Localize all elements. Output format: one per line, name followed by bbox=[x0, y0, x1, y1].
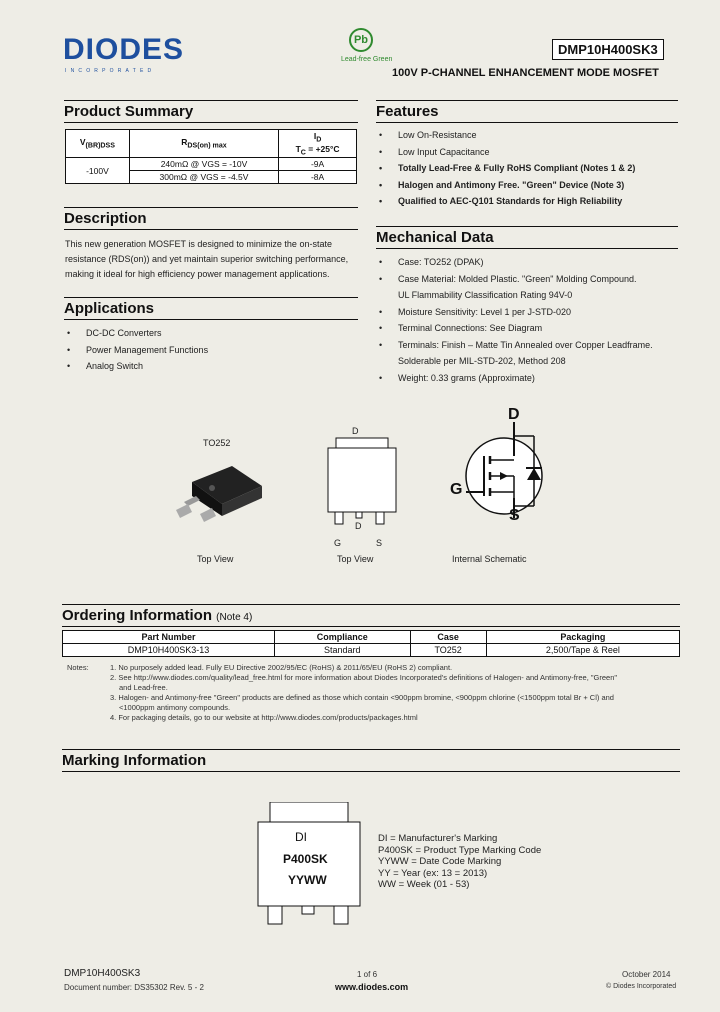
top-view-label: Top View bbox=[337, 554, 374, 564]
pin-s-label: S bbox=[376, 538, 383, 548]
list-item: • Qualified to AEC-Q101 Standards for High Reliability bbox=[376, 193, 635, 210]
id-value: -9A bbox=[279, 158, 357, 171]
product-summary-table bbox=[65, 129, 357, 184]
col-id: $I_D$ $T_C = +25^\circ C$ bbox=[279, 130, 357, 158]
list-item-cont: UL Flammability Classification Rating 94V-0 bbox=[398, 290, 573, 300]
leadfree-label: Lead-free Green bbox=[341, 56, 393, 63]
applications-heading: Applications bbox=[64, 297, 358, 320]
chip-code: P400SK bbox=[283, 852, 328, 866]
description-heading: Description bbox=[64, 207, 358, 230]
center-d-label: D bbox=[355, 521, 362, 531]
features-list bbox=[376, 127, 635, 210]
schematic-s-label: S bbox=[509, 507, 520, 524]
package-3d-icon bbox=[170, 452, 270, 532]
notes-label: Notes: bbox=[67, 663, 89, 672]
marking-legend: DI = Manufacturer's Marking P400SK = Product Type Marking Code YYWW = Date Code Marking YY = Year (ex: 13 = 2013) WW = Week (01 - 53) bbox=[378, 833, 542, 890]
schematic-d-label: D bbox=[508, 406, 520, 423]
features-heading: Features bbox=[376, 100, 678, 123]
applications-list bbox=[64, 325, 208, 375]
footer-url[interactable]: www.diodes.com bbox=[335, 982, 409, 992]
package-label: TO252 bbox=[203, 438, 231, 448]
list-item: • Terminal Connections: See Diagram bbox=[376, 320, 653, 337]
list-item: • Weight: 0.33 grams (Approximate) bbox=[376, 370, 653, 387]
col-rds: $R_{DS(on) max}$ bbox=[129, 130, 278, 158]
chip-date: YYWW bbox=[288, 873, 327, 887]
product-summary-heading: Product Summary bbox=[64, 100, 358, 123]
mechanical-list bbox=[376, 254, 653, 386]
list-item: • Case: TO252 (DPAK) bbox=[376, 254, 653, 271]
vbr-value: -100V bbox=[66, 158, 130, 184]
top-view-label: Top View bbox=[197, 554, 234, 564]
col-case: Case bbox=[410, 631, 486, 644]
mechanical-heading: Mechanical Data bbox=[376, 226, 678, 249]
footer-doc: Document number: DS35302 Rev. 5 - 2 bbox=[64, 983, 204, 992]
leadfree-icon: Pb bbox=[349, 28, 373, 52]
device-subtitle: 100V P-CHANNEL ENHANCEMENT MODE MOSFET bbox=[392, 67, 659, 79]
schematic-caption: Internal Schematic bbox=[452, 554, 527, 564]
rds-value: 300mΩ @ VGS = -4.5V bbox=[129, 171, 278, 184]
chip-logo: DI bbox=[295, 830, 307, 844]
footer-part: DMP10H400SK3 bbox=[64, 968, 141, 979]
footer-page: 1 of 6 bbox=[357, 970, 378, 979]
ordering-heading: Ordering Information (Note 4) bbox=[62, 604, 680, 627]
notes-list: 1. No purposely added lead. Fully EU Directive 2002/95/EC (RoHS) & 2011/65/EU (RoHS 2) compliant. 2. See http://www.diodes.com/quality/lead_free.html for more information about Diodes Incorporated's definitions of Halogen- and Antimony-free, "Green" and Lead-free. 3. Halogen- and Antimony-free "Green" products are defined as those which contain <900ppm bromine, <900ppm chlorine (<1500ppm total Br + Cl) and <1000ppm antimony compounds. 4. For packaging details, go to our website at http://www.diodes.com/products/packages.html bbox=[110, 663, 618, 722]
pin-g-label: G bbox=[334, 538, 342, 548]
description-text: This new generation MOSFET is designed to minimize the on-state resistance (RDS(on)) and yet maintain superior switching performance, making it ideal for high efficiency power management applications. bbox=[65, 239, 349, 279]
list-item: • Analog Switch bbox=[64, 358, 208, 375]
list-item: • Power Management Functions bbox=[64, 342, 208, 359]
marking-heading: Marking Information bbox=[62, 749, 680, 772]
list-item: • Moisture Sensitivity: Level 1 per J-STD-020 bbox=[376, 304, 653, 321]
col-vbr: $V_{(BR)DSS}$ bbox=[66, 130, 130, 158]
tab-d-label: D bbox=[352, 426, 359, 436]
list-item: • Low On-Resistance bbox=[376, 127, 635, 144]
table-row: DMP10H400SK3-13 Standard TO252 2,500/Tape & Reel bbox=[63, 644, 680, 657]
mosfet-schematic-icon bbox=[448, 406, 558, 526]
part-number-box: DMP10H400SK3 bbox=[552, 39, 664, 60]
diodes-logo: DIODES bbox=[63, 33, 185, 66]
rds-value: 240mΩ @ VGS = -10V bbox=[129, 158, 278, 171]
list-item: • Terminals: Finish – Matte Tin Annealed over Copper Leadframe. bbox=[376, 337, 653, 354]
logo-subtitle: INCORPORATED bbox=[65, 68, 156, 74]
footer-date: October 2014 bbox=[622, 970, 671, 979]
list-item: • Halogen and Antimony Free. "Green" Device (Note 3) bbox=[376, 177, 635, 194]
schematic-g-label: G bbox=[450, 481, 463, 498]
col-packaging: Packaging bbox=[486, 631, 679, 644]
list-item: • Case Material: Molded Plastic. "Green" Molding Compound. bbox=[376, 271, 653, 288]
footer-copyright: © Diodes Incorporated bbox=[606, 983, 677, 990]
id-value: -8A bbox=[279, 171, 357, 184]
list-item: • Totally Lead-Free & Fully RoHS Compliant (Notes 1 & 2) bbox=[376, 160, 635, 177]
col-compliance: Compliance bbox=[275, 631, 410, 644]
list-item: • Low Input Capacitance bbox=[376, 144, 635, 161]
list-item: • DC-DC Converters bbox=[64, 325, 208, 342]
list-item-cont: Solderable per MIL-STD-202, Method 208 bbox=[398, 356, 566, 366]
ordering-table bbox=[62, 630, 680, 657]
col-part-number: Part Number bbox=[63, 631, 275, 644]
